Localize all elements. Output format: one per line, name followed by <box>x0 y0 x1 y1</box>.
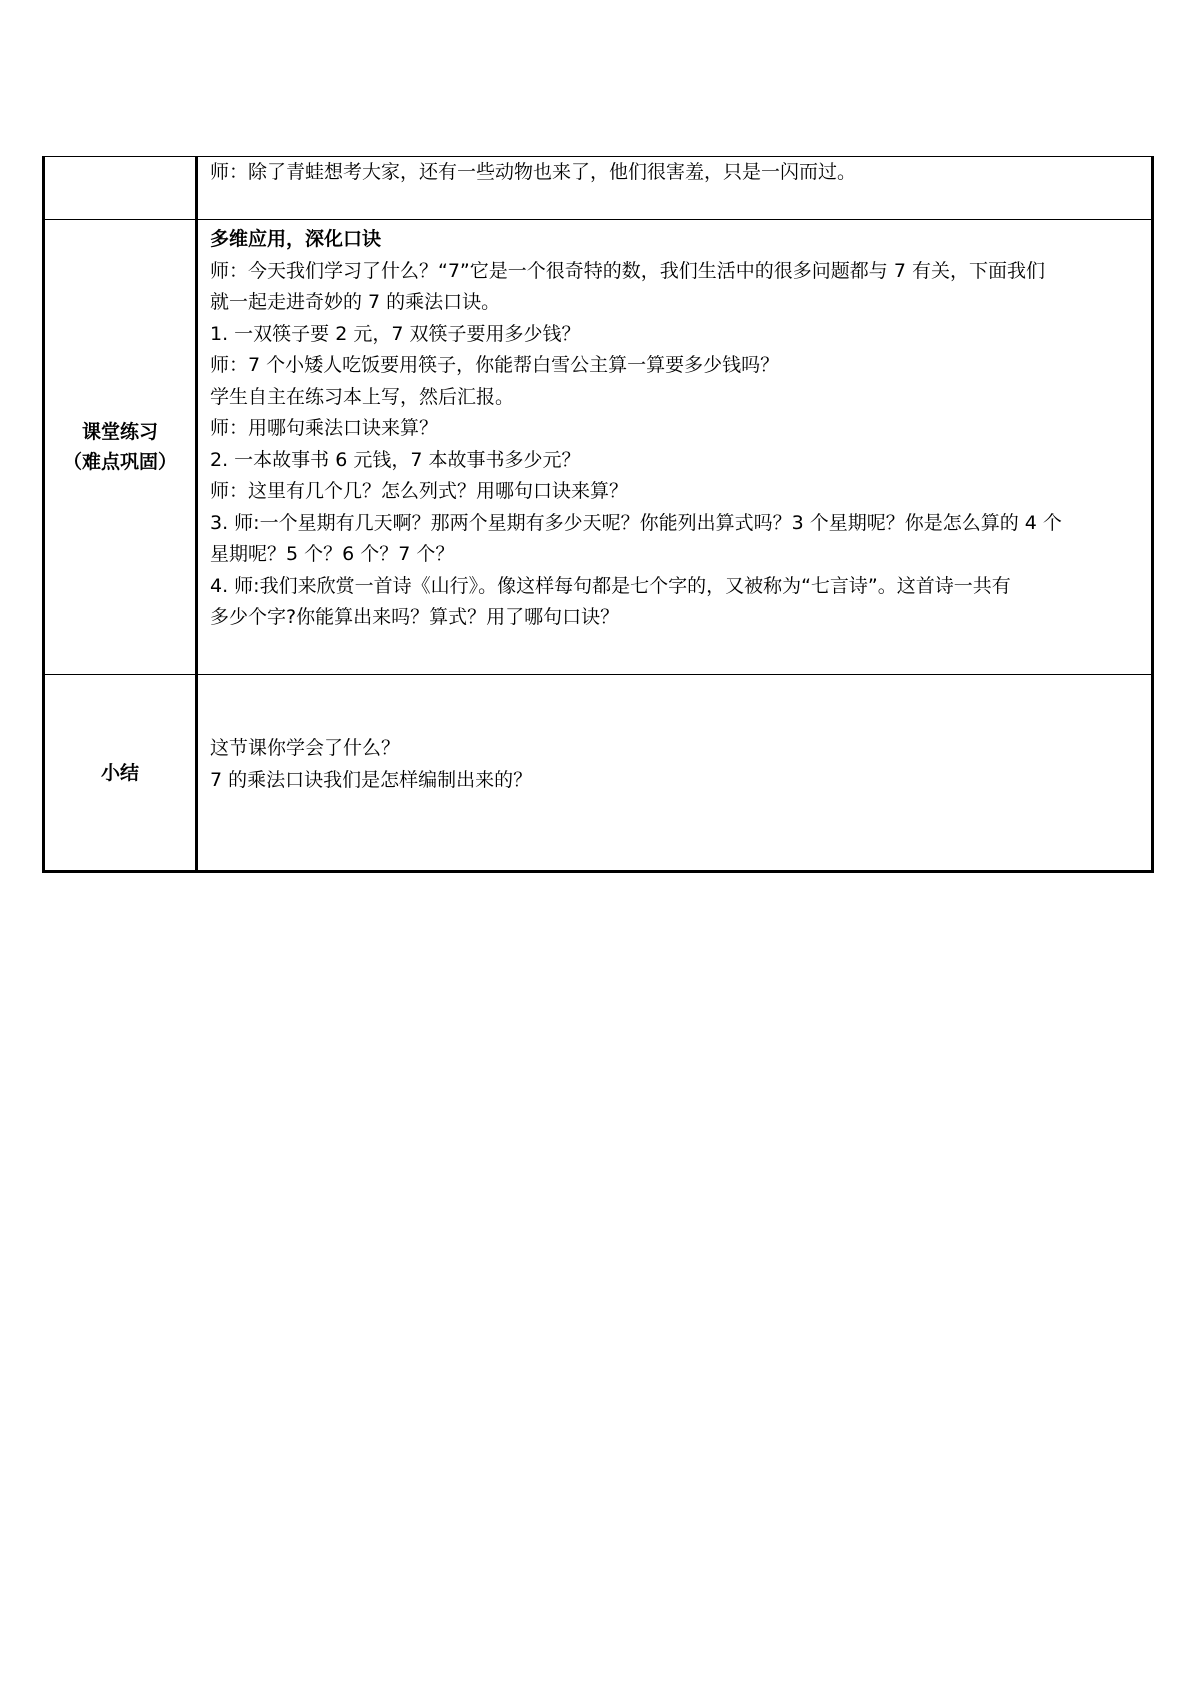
section-heading: 多维应用，深化口诀 <box>210 228 382 250</box>
row-sublabel: （难点巩固） <box>62 451 177 473</box>
row-content-cell <box>197 675 1153 872</box>
content-line: 1. 一双筷子要 2 元，7 双筷子要用多少钱？ <box>210 322 581 345</box>
row-content <box>198 157 1151 189</box>
table-row-practice <box>44 220 1153 675</box>
row-label-cell <box>44 157 197 220</box>
row-content-cell <box>197 220 1153 675</box>
row-label-cell <box>44 220 197 675</box>
content-line: 7 的乘法口诀我们是怎样编制出来的？ <box>210 768 533 791</box>
content-line: 3. 师:一个星期有几天啊？那两个星期有多少天呢？你能列出算式吗？3 个星期呢？你是怎么算的 4 个 <box>210 511 1062 534</box>
row-label: 课堂练习 <box>81 421 158 443</box>
content-line: 就一起走进奇妙的 7 的乘法口诀。 <box>210 291 501 313</box>
lesson-plan-table <box>42 156 1154 873</box>
row-label-cell <box>44 675 197 872</box>
table-row-intro <box>44 157 1153 220</box>
row-content <box>198 675 1151 796</box>
row-content-cell <box>197 157 1153 220</box>
content-line: 师：这里有几个几？怎么列式？用哪句口诀来算？ <box>210 480 629 502</box>
content-line: 4. 师:我们来欣赏一首诗《山行》。像这样每句都是七个字的，又被称为“七言诗”。这首诗一共有 <box>210 574 1011 597</box>
content-line: 星期呢？5 个？6 个？7 个？ <box>210 543 455 565</box>
content-line: 师：除了青蛙想考大家，还有一些动物也来了，他们很害羞，只是一闪而过。 <box>210 161 857 183</box>
table-row-summary <box>44 675 1153 872</box>
row-label: 小结 <box>100 761 139 784</box>
content-line: 多少个字?你能算出来吗？算式？用了哪句口诀？ <box>210 606 620 628</box>
content-line: 2. 一本故事书 6 元钱，7 本故事书多少元？ <box>210 448 581 471</box>
content-line: 师：今天我们学习了什么？“7”它是一个很奇特的数，我们生活中的很多问题都与 7 有关，下面我们 <box>210 259 1045 282</box>
content-line: 学生自主在练习本上写，然后汇报。 <box>210 385 515 408</box>
content-line: 师：用哪句乘法口诀来算？ <box>210 417 439 439</box>
content-line: 师：7 个小矮人吃饭要用筷子，你能帮白雪公主算一算要多少钱吗？ <box>210 354 780 376</box>
content-line: 这节课你学会了什么？ <box>210 737 401 759</box>
row-content <box>198 220 1151 634</box>
